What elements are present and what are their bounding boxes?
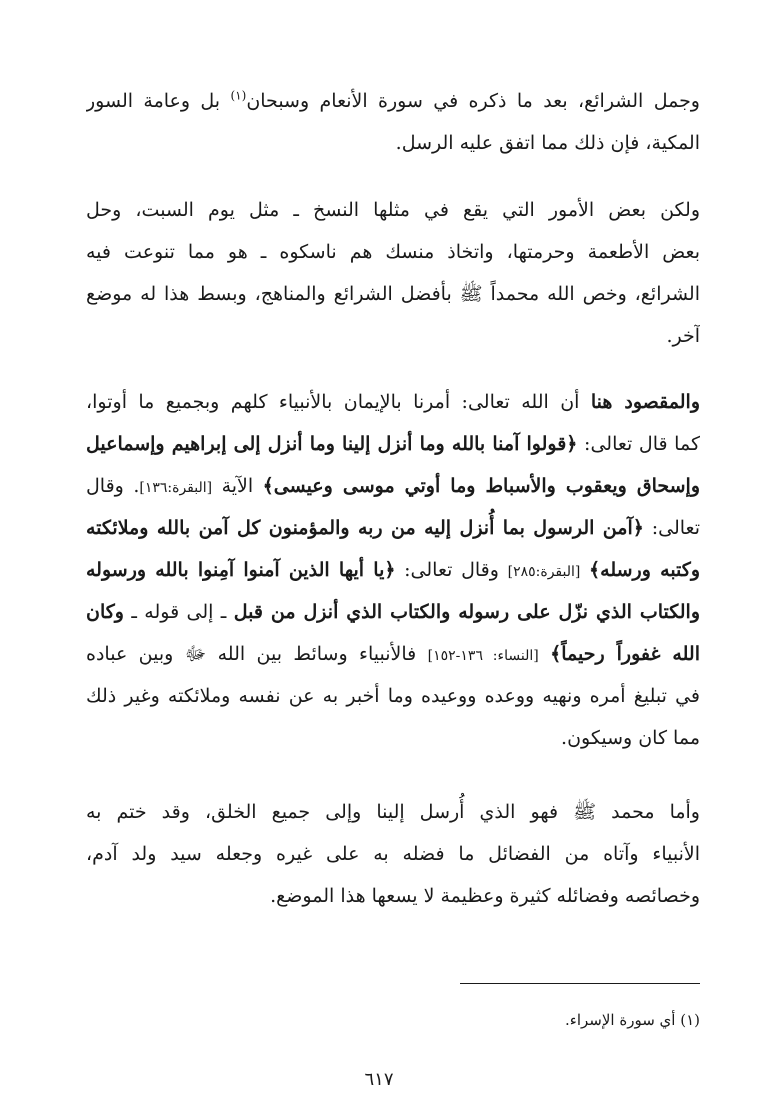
- text-run: [580, 559, 589, 581]
- text-line: [86, 189, 700, 231]
- paragraph-3: [86, 381, 700, 759]
- text-line: [86, 591, 700, 633]
- text-line: [86, 465, 700, 507]
- footnote-divider: [460, 983, 700, 984]
- text-line: [86, 381, 700, 423]
- text-run: ولكن بعض الأمور التي يقع في مثلها النسخ ـ مثل يوم السبت، وحل: [86, 199, 700, 221]
- text-run: مما كان وسيكون.: [561, 727, 700, 749]
- text-run: الشرائع، وخص الله محمداً ﷺ بأفضل الشرائع والمناهج، وبسط هذا له موضع: [86, 283, 700, 305]
- page-number: ٦١٧: [364, 1069, 394, 1090]
- text-line: [86, 507, 700, 549]
- text-run: وجمل الشرائع، بعد ما ذكره في سورة الأنعام وسبحان: [246, 90, 700, 112]
- text-run: [539, 643, 550, 665]
- paragraph-1: [86, 80, 700, 164]
- text-run: تعالى:: [643, 517, 700, 539]
- verse-reference: [البقرة:١٣٦]: [139, 480, 213, 496]
- quran-verse: وكان: [86, 601, 124, 623]
- text-run: المكية، فإن ذلك مما اتفق عليه الرسل.: [395, 132, 700, 154]
- text-line: [86, 875, 700, 917]
- text-run: وخصائصه وفضائله كثيرة وعظيمة لا يسعها هذا الموضع.: [270, 885, 700, 907]
- text-line: [86, 791, 700, 833]
- text-line: [86, 833, 700, 875]
- text-run: وأما محمد ﷺ فهو الذي أُرسل إلينا وإلى جميع الخلق، وقد ختم به: [86, 801, 700, 823]
- text-line: [86, 231, 700, 273]
- paragraph-2: [86, 189, 700, 357]
- text-line: [86, 633, 700, 675]
- text-run: الأنبياء وآتاه من الفضائل ما فضله به على غيره وجعله سيد ولد آدم،: [86, 843, 700, 865]
- text-run: . وقال: [86, 475, 140, 497]
- text-run: أن الله تعالى: أمرنا بالإيمان بالأنبياء كلهم وبجميع ما أوتوا،: [86, 391, 591, 413]
- text-line: [86, 675, 700, 717]
- text-run: كما قال تعالى:: [577, 433, 700, 455]
- verse-reference: [البقرة:٢٨٥]: [507, 564, 581, 580]
- verse-reference: [النساء: ١٣٦-١٥٢]: [427, 648, 539, 664]
- text-line: [86, 423, 700, 465]
- quran-verse: وكتبه ورسله﴾: [589, 559, 700, 581]
- text-line: [86, 315, 700, 357]
- text-run: آخر.: [666, 325, 700, 347]
- quran-verse: الله غفوراً رحيماً﴾: [550, 643, 700, 665]
- quran-verse: وإسحاق ويعقوب والأسباط وما أوتي موسى وعيسى﴾: [262, 475, 700, 497]
- text-line: [86, 717, 700, 759]
- footnote: (١) أي سورة الإسراء.: [565, 1011, 700, 1029]
- text-run: بعض الأطعمة وحرمتها، واتخاذ منسك هم ناسكوه ـ هو مما تنوعت فيه: [86, 241, 700, 263]
- quran-verse: ﴿آمن الرسول بما أُنزل إليه من ربه والمؤمنون كل آمن بالله وملائكته: [86, 517, 644, 539]
- text-run: الآية: [212, 475, 263, 497]
- text-run: بل وعامة السور: [86, 90, 231, 112]
- footnote-marker[interactable]: (١): [230, 88, 247, 103]
- text-line: [86, 549, 700, 591]
- text-run: ـ إلى قوله ـ: [123, 601, 234, 623]
- text-run: في تبليغ أمره ونهيه ووعده ووعيده وما أخبر به عن نفسه وملائكته وغير ذلك: [86, 685, 700, 707]
- paragraph-4: [86, 791, 700, 917]
- text-run: فالأنبياء وسائط بين الله ﷻ وبين عباده: [86, 643, 428, 665]
- quran-verse: والكتاب الذي نزّل على رسوله والكتاب الذي أنزل من قبل: [233, 601, 700, 623]
- text-line: [86, 273, 700, 315]
- quran-verse: ﴿يا أيها الذين آمنوا آمِنوا بالله ورسوله: [86, 559, 396, 581]
- text-line: [86, 122, 700, 164]
- quran-verse: ﴿قولوا آمنا بالله وما أنزل إلينا وما أنزل إلى إبراهيم وإسماعيل: [86, 433, 578, 455]
- text-run-bold: والمقصود هنا: [590, 391, 700, 413]
- text-run: وقال تعالى:: [395, 559, 508, 581]
- text-line: [86, 80, 700, 122]
